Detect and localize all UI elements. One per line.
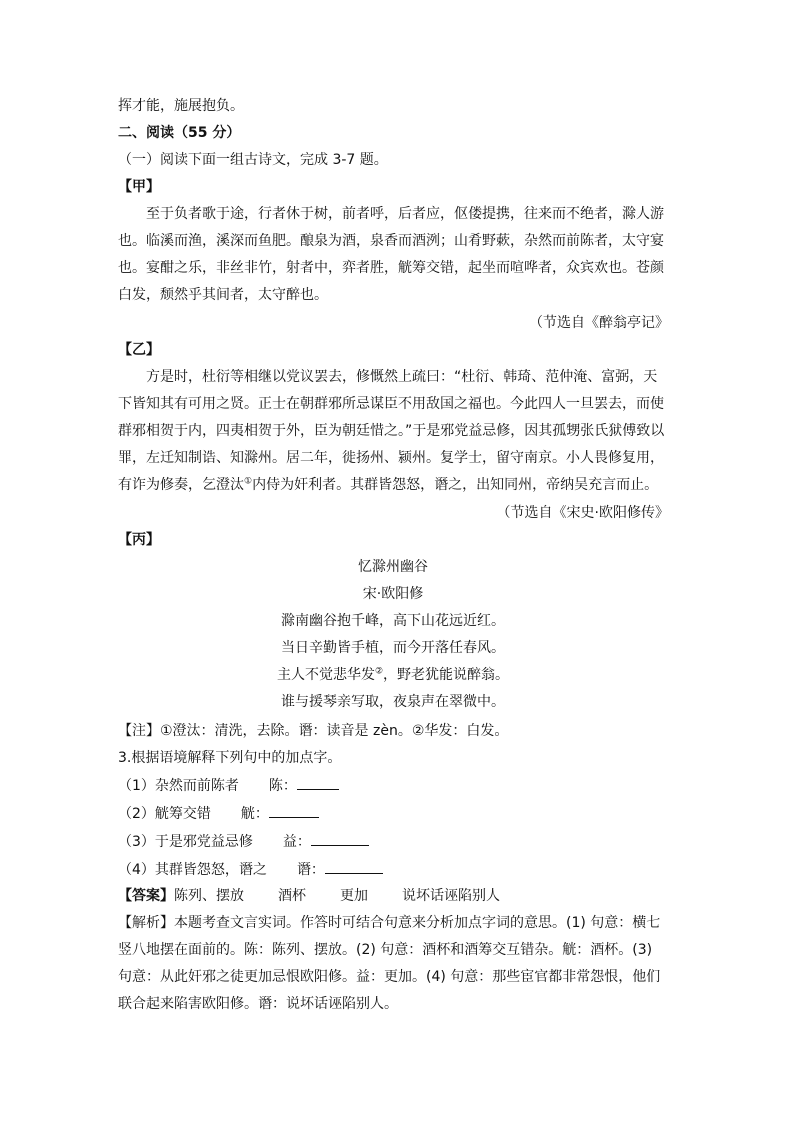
section-heading: 二、阅读（55 分） xyxy=(118,125,241,141)
answer-blank xyxy=(297,775,339,790)
poem-author: 宋·欧阳修 xyxy=(362,586,424,602)
jia-line: 也。临溪而渔，溪深而鱼肥。酿泉为酒，泉香而酒洌；山肴野蔌，杂然而前陈者，太守宴 xyxy=(118,233,664,249)
question-text: （4）其群皆怨怒，谮之 xyxy=(118,862,267,878)
poem-verse: 当日辛勤皆手植，而今开落任春风。 xyxy=(281,640,505,656)
answer-item: 酒杯 xyxy=(278,888,306,904)
question-item xyxy=(118,859,383,880)
poem-verse-part: 主人不觉悲华发 xyxy=(276,667,375,683)
question-item xyxy=(118,831,369,852)
footnote-ref: ① xyxy=(244,476,253,487)
jia-source: （节选自《醉翁亭记》 xyxy=(529,315,669,331)
yi-line-part: 有诈为修奏，乞澄汰 xyxy=(118,477,244,493)
yi-line-part: 内侍为奸利者。其群皆怨怒，谮之，出知同州，帝纳吴充言而止。 xyxy=(252,477,659,493)
yi-source: （节选自《宋史·欧阳修传》 xyxy=(496,505,669,521)
poem-verse-part: ，野老犹能说醉翁。 xyxy=(383,667,510,683)
question-item xyxy=(118,775,339,796)
footnote: 【注】①澄汰：清洗，去除。谮：读音是 zèn。②华发：白发。 xyxy=(118,723,509,739)
answer-blank xyxy=(325,859,383,874)
answer-item: 陈列、摆放 xyxy=(174,888,244,904)
answer-item: 更加 xyxy=(340,888,368,904)
answer-line xyxy=(118,886,500,906)
poem-verse: 滁南幽谷抱千峰，高下山花远近红。 xyxy=(281,613,505,629)
yi-label: 【乙】 xyxy=(118,342,160,358)
answer-label: 【答案】 xyxy=(118,888,174,904)
analysis-line: 【解析】本题考查文言实词。作答时可结合句意来分析加点字词的意思。(1) 句意：横七 xyxy=(118,915,661,931)
yi-line: 方是时，杜衍等相继以党议罢去，修慨然上疏曰：“杜衍、韩琦、范仲淹、富弼，天 xyxy=(146,369,658,385)
question-word: 觥： xyxy=(240,806,269,822)
bing-label: 【丙】 xyxy=(118,532,160,548)
question-stem: 3.根据语境解释下列句中的加点字。 xyxy=(118,750,342,766)
jia-line: 白发，颓然乎其间者，太守醉也。 xyxy=(118,287,328,303)
question-text: （2）觥筹交错 xyxy=(118,806,211,822)
footnote-ref: ② xyxy=(374,666,384,677)
poem-verse: 谁与援琴亲写取，夜泉声在翠微中。 xyxy=(281,694,505,710)
yi-line: 下皆知其有可用之贤。正士在朝群邪所忌谋臣不用敌国之福也。今此四人一旦罢去，而使 xyxy=(118,396,664,412)
question-item xyxy=(118,803,319,824)
analysis-line: 联合起来陷害欧阳修。谮：说坏话诬陷别人。 xyxy=(118,996,398,1012)
sub-heading: （一）阅读下面一组古诗文，完成 3-7 题。 xyxy=(118,152,388,168)
question-text: （3）于是邪党益忌修 xyxy=(118,834,253,850)
answer-item: 说坏话诬陷别人 xyxy=(402,888,500,904)
answer-blank xyxy=(311,831,369,846)
jia-line: 也。宴酣之乐，非丝非竹，射者中，弈者胜，觥筹交错，起坐而喧哗者，众宾欢也。苍颜 xyxy=(118,260,664,276)
yi-line xyxy=(118,475,658,495)
poem-verse xyxy=(0,665,786,685)
analysis-line: 竖八地摆在面前的。陈：陈列、摆放。(2) 句意：酒杯和酒筹交互错杂。觥：酒杯。(3) xyxy=(118,942,653,958)
jia-label: 【甲】 xyxy=(118,179,160,195)
poem-title: 忆滁州幽谷 xyxy=(358,559,428,575)
yi-line: 罪，左迁知制诰、知滁州。居二年，徙扬州、颍州。复学士，留守南京。小人畏修复用， xyxy=(118,450,664,466)
question-word: 陈： xyxy=(268,778,297,794)
intro-line: 挥才能，施展抱负。 xyxy=(118,98,244,114)
question-word: 谮： xyxy=(296,862,325,878)
answer-blank xyxy=(269,803,319,818)
question-word: 益： xyxy=(282,834,311,850)
question-text: （1）杂然而前陈者 xyxy=(118,778,239,794)
analysis-line: 句意：从此奸邪之徒更加忌恨欧阳修。益：更加。(4) 句意：那些宦官都非常怨恨，他们 xyxy=(118,969,661,985)
jia-line: 至于负者歌于途，行者休于树，前者呼，后者应，伛偻提携，往来而不绝者，滁人游 xyxy=(146,206,664,222)
yi-line: 群邪相贺于内，四夷相贺于外，臣为朝廷惜之。”于是邪党益忌修，因其孤甥张氏狱傅致以 xyxy=(118,423,665,439)
